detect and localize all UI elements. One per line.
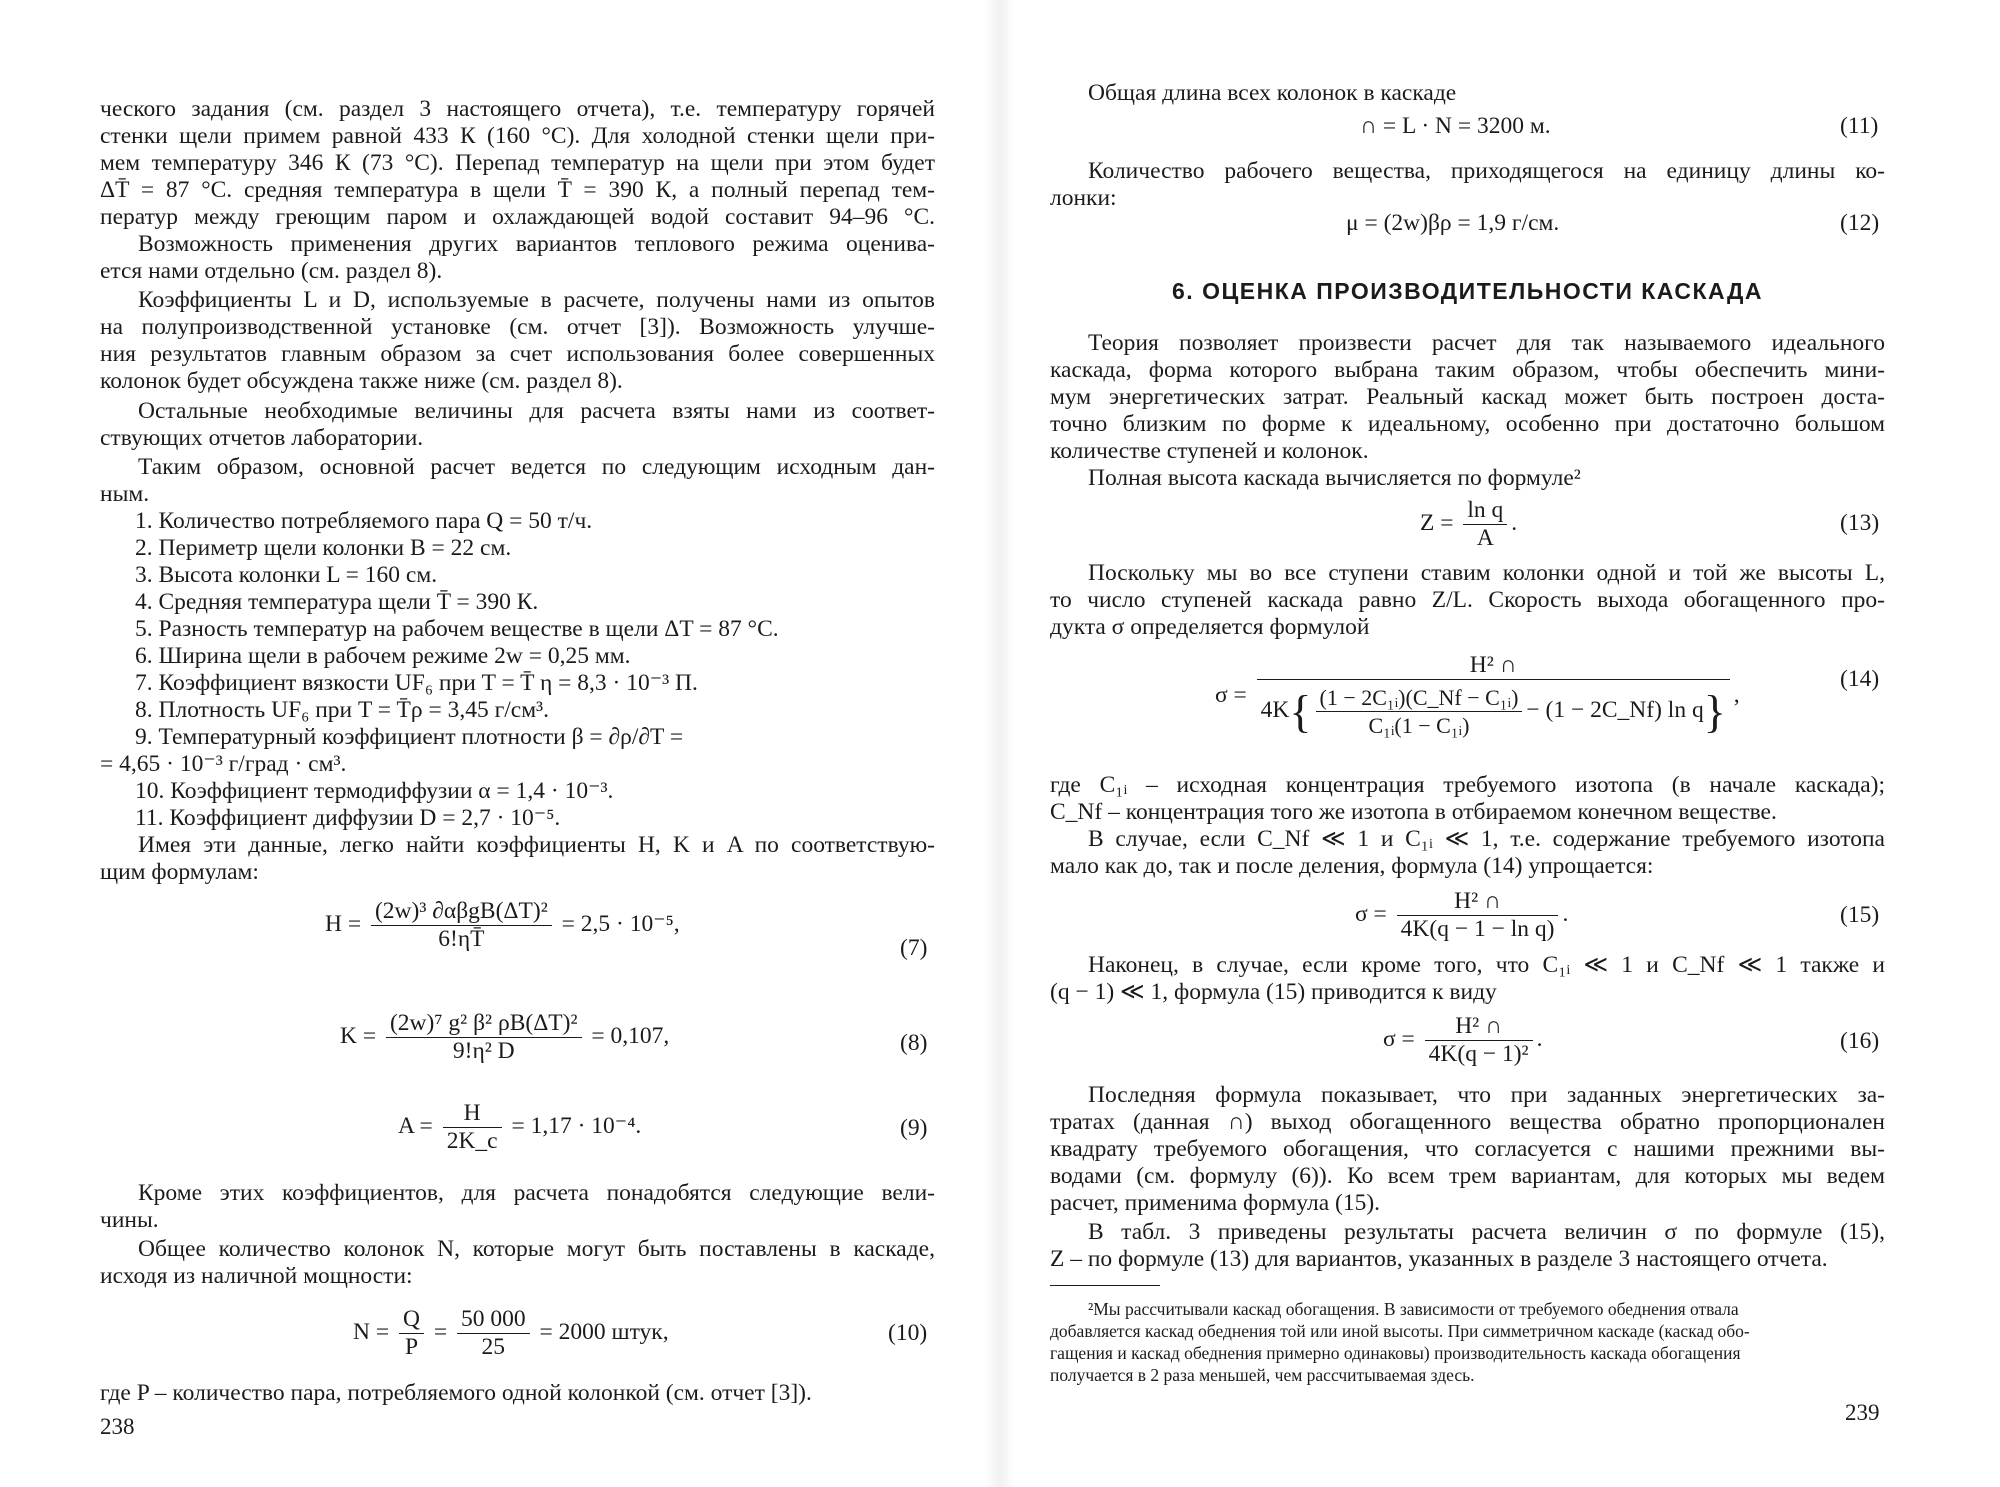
- text-line: мум энергетических затрат. Реальный каскад может быть построен доста-: [1050, 384, 1885, 410]
- equation-9: A = $\frac{H}{2K\_c}$ = 1,17 · 10⁻⁴.: [398, 1100, 642, 1154]
- equation-11: ∩ = L · N = 3200 м.: [1360, 113, 1551, 139]
- text-line: В табл. 3 приведены результаты расчета величин σ по формуле (15),: [1088, 1219, 1885, 1245]
- text-line: Наконец, в случае, если кроме того, что C₁ᵢ ≪ 1 и C_Nf ≪ 1 также и: [1088, 952, 1885, 978]
- page-number: 239: [1845, 1400, 1880, 1425]
- text-line: расчет, применима формула (15).: [1050, 1190, 1381, 1216]
- footnote-line: добавляется каскад обеднения той или иной высоты. При симметричном каскаде (каскад обо-: [1050, 1321, 1750, 1341]
- text-line: каскада, форма которого выбрана таким образом, чтобы обеспечить мини-: [1050, 357, 1885, 383]
- text-line: ческого задания (см. раздел 3 настоящего отчета), т.е. температуру горячей: [100, 96, 935, 122]
- equation-8: K = $\frac{\text{(2w)⁷ g² β² ρB(ΔT)²}}{\text{9!η² D}}$ = 0,107,: [340, 1010, 670, 1064]
- list-item: = 4,65 · 10⁻³ г/град · см³.: [100, 751, 347, 777]
- equation-number: (8): [900, 1030, 928, 1056]
- text-line: Остальные необходимые величины для расчета взяты нами из соответ-: [138, 398, 935, 424]
- text-line: ется нами отдельно (см. раздел 8).: [100, 258, 443, 284]
- equation-number: (15): [1840, 902, 1880, 928]
- text-line: ΔT̄ = 87 °С. средняя температура в щели T̄ = 390 К, а полный перепад тем-: [100, 177, 935, 203]
- list-item: 1. Количество потребляемого пара Q = 50 т/ч.: [135, 508, 593, 534]
- text-line: Общая длина всех колонок в каскаде: [1088, 80, 1457, 106]
- equation-number: (9): [900, 1115, 928, 1141]
- text-line: водами (см. формулу (6)). Ко всем трем вариантам, для которых мы ведем: [1050, 1163, 1885, 1189]
- list-item: 5. Разность температур на рабочем веществе в щели ΔT = 87 °С.: [135, 616, 779, 642]
- text-line: чины.: [100, 1207, 159, 1233]
- equation-number: (12): [1840, 210, 1880, 236]
- equation-15: σ = $\frac{\text{H² ∩}}{\text{4K(q − 1 − ln q)}}$ .: [1355, 888, 1569, 942]
- equation-number: (7): [900, 935, 928, 961]
- text-line: дукта σ определяется формулой: [1050, 614, 1370, 640]
- footnote-line: получается в 2 раза меньшей, чем рассчитываемая здесь.: [1050, 1365, 1475, 1385]
- equation-number: (11): [1840, 113, 1879, 139]
- text-line: (q − 1) ≪ 1, формула (15) приводится к виду: [1050, 979, 1497, 1005]
- text-line: Поскольку мы во все ступени ставим колонки одной и той же высоты L,: [1088, 560, 1885, 586]
- page-number: 238: [100, 1414, 135, 1439]
- equation-7: H = $\frac{\text{(2w)³ ∂αβgB(ΔT)²}}{6!\eta T̄}$ = 2,5 · 10⁻⁵,: [325, 898, 680, 952]
- list-item: 7. Коэффициент вязкости UF₆ при T = T̄ η = 8,3 · 10⁻³ П.: [135, 670, 698, 696]
- equation-14: σ = H² ∩ 4K{ $\frac{\text{(1 − 2C₁ᵢ)(C\_Nf − C₁ᵢ)}}{\text{C₁ᵢ(1 − C₁ᵢ)}}$ − (1 − 2C_Nf) ln q} ,: [1215, 652, 1740, 738]
- list-item: 4. Средняя температура щели T̄ = 390 К.: [135, 589, 539, 615]
- text-line: Z – по формуле (13) для вариантов, указанных в разделе 3 настоящего отчета.: [1050, 1246, 1828, 1272]
- text-line: Теория позволяет произвести расчет для так называемого идеального: [1088, 330, 1885, 356]
- text-line: ствующих отчетов лаборатории.: [100, 425, 424, 451]
- text-line: В случае, если C_Nf ≪ 1 и C₁ᵢ ≪ 1, т.е. содержание требуемого изотопа: [1088, 826, 1885, 852]
- text-line: на полупроизводственной установке (см. отчет [3]). Возможность улучше-: [100, 314, 935, 340]
- section-heading: 6. ОЦЕНКА ПРОИЗВОДИТЕЛЬНОСТИ КАСКАДА: [1172, 278, 1763, 304]
- text-line: ператур между греющим паром и охлаждающей водой составит 94–96 °С.: [100, 204, 935, 230]
- text-line: Имея эти данные, легко найти коэффициенты H, K и A по соответствую-: [138, 832, 935, 858]
- footnote-line: гащения и каскад обеднения примерно одинаковы) производительность каскада обогащения: [1050, 1343, 1741, 1363]
- equation-16: σ = $\frac{\text{H² ∩}}{\text{4K(q − 1)²}}$ .: [1383, 1013, 1543, 1067]
- text-line: количестве ступеней и колонок.: [1050, 438, 1369, 464]
- text-line: ным.: [100, 481, 150, 507]
- equation-13: Z = $\frac{\text{ln q}}{A}$ .: [1420, 497, 1518, 551]
- text-line: Кроме этих коэффициентов, для расчета понадобятся следующие вели-: [138, 1180, 935, 1206]
- text-line: Последняя формула показывает, что при заданных энергетических за-: [1088, 1082, 1885, 1108]
- equation-10: N = $\frac{Q}{P}$ = $\frac{50 000}{25}$ = 2000 штук,: [353, 1306, 669, 1360]
- text-line: Количество рабочего вещества, приходящегося на единицу длины ко-: [1088, 158, 1885, 184]
- text-line: стенки щели примем равной 433 К (160 °С). Для холодной стенки щели при-: [100, 123, 935, 149]
- text-line: где C₁ᵢ – исходная концентрация требуемого изотопа (в начале каскада);: [1050, 772, 1885, 798]
- text-line: исходя из наличной мощности:: [100, 1263, 413, 1289]
- equation-number: (16): [1840, 1028, 1880, 1054]
- text-line: мем температуру 346 К (73 °С). Перепад температур на щели при этом будет: [100, 150, 935, 176]
- equation-number: (14): [1840, 666, 1880, 692]
- text-line: тратах (данная ∩) выход обогащенного вещества обратно пропорционален: [1050, 1109, 1885, 1135]
- text-line: C_Nf – концентрация того же изотопа в отбираемом конечном веществе.: [1050, 799, 1777, 825]
- text-line: Возможность применения других вариантов теплового режима оценива-: [138, 231, 935, 257]
- text-line: Таким образом, основной расчет ведется по следующим исходным дан-: [138, 454, 935, 480]
- equation-12: μ = (2w)βρ = 1,9 г/см.: [1346, 210, 1560, 236]
- list-item: 10. Коэффициент термодиффузии α = 1,4 · 10⁻³.: [135, 778, 614, 804]
- text-line: Коэффициенты L и D, используемые в расчете, получены нами из опытов: [138, 287, 935, 313]
- list-item: 11. Коэффициент диффузии D = 2,7 · 10⁻⁵.: [135, 805, 561, 831]
- text-line: щим формулам:: [100, 859, 259, 885]
- text-line: Полная высота каскада вычисляется по формуле²: [1088, 465, 1581, 491]
- list-item: 9. Температурный коэффициент плотности β = ∂ρ/∂T =: [135, 724, 684, 750]
- footnote-rule: [1050, 1285, 1160, 1286]
- text-line: то число ступеней каскада равно Z/L. Скорость выхода обогащенного про-: [1050, 587, 1885, 613]
- list-item: 3. Высота колонки L = 160 см.: [135, 562, 438, 588]
- text-line: лонки:: [1050, 185, 1117, 211]
- text-line: мало как до, так и после деления, формула (14) упрощается:: [1050, 853, 1654, 879]
- text-line: квадрату требуемого обогащения, что согласуется с нашими прежними вы-: [1050, 1136, 1885, 1162]
- text-line: где P – количество пара, потребляемого одной колонкой (см. отчет [3]).: [100, 1380, 812, 1406]
- text-line: ния результатов главным образом за счет использования более совершенных: [100, 341, 935, 367]
- equation-number: (13): [1840, 510, 1880, 536]
- text-line: Общее количество колонок N, которые могут быть поставлены в каскаде,: [138, 1236, 935, 1262]
- footnote-line: ²Мы рассчитывали каскад обогащения. В зависимости от требуемого обеднения отвала: [1088, 1299, 1739, 1319]
- equation-number: (10): [888, 1320, 928, 1346]
- list-item: 8. Плотность UF₆ при T = T̄ρ = 3,45 г/см³.: [135, 697, 549, 723]
- list-item: 6. Ширина щели в рабочем режиме 2w = 0,25 мм.: [135, 643, 631, 669]
- text-line: точно близким по форме к идеальному, особенно при достаточно большом: [1050, 411, 1885, 437]
- text-line: колонок будет обсуждена также ниже (см. раздел 8).: [100, 368, 623, 394]
- list-item: 2. Периметр щели колонки B = 22 см.: [135, 535, 512, 561]
